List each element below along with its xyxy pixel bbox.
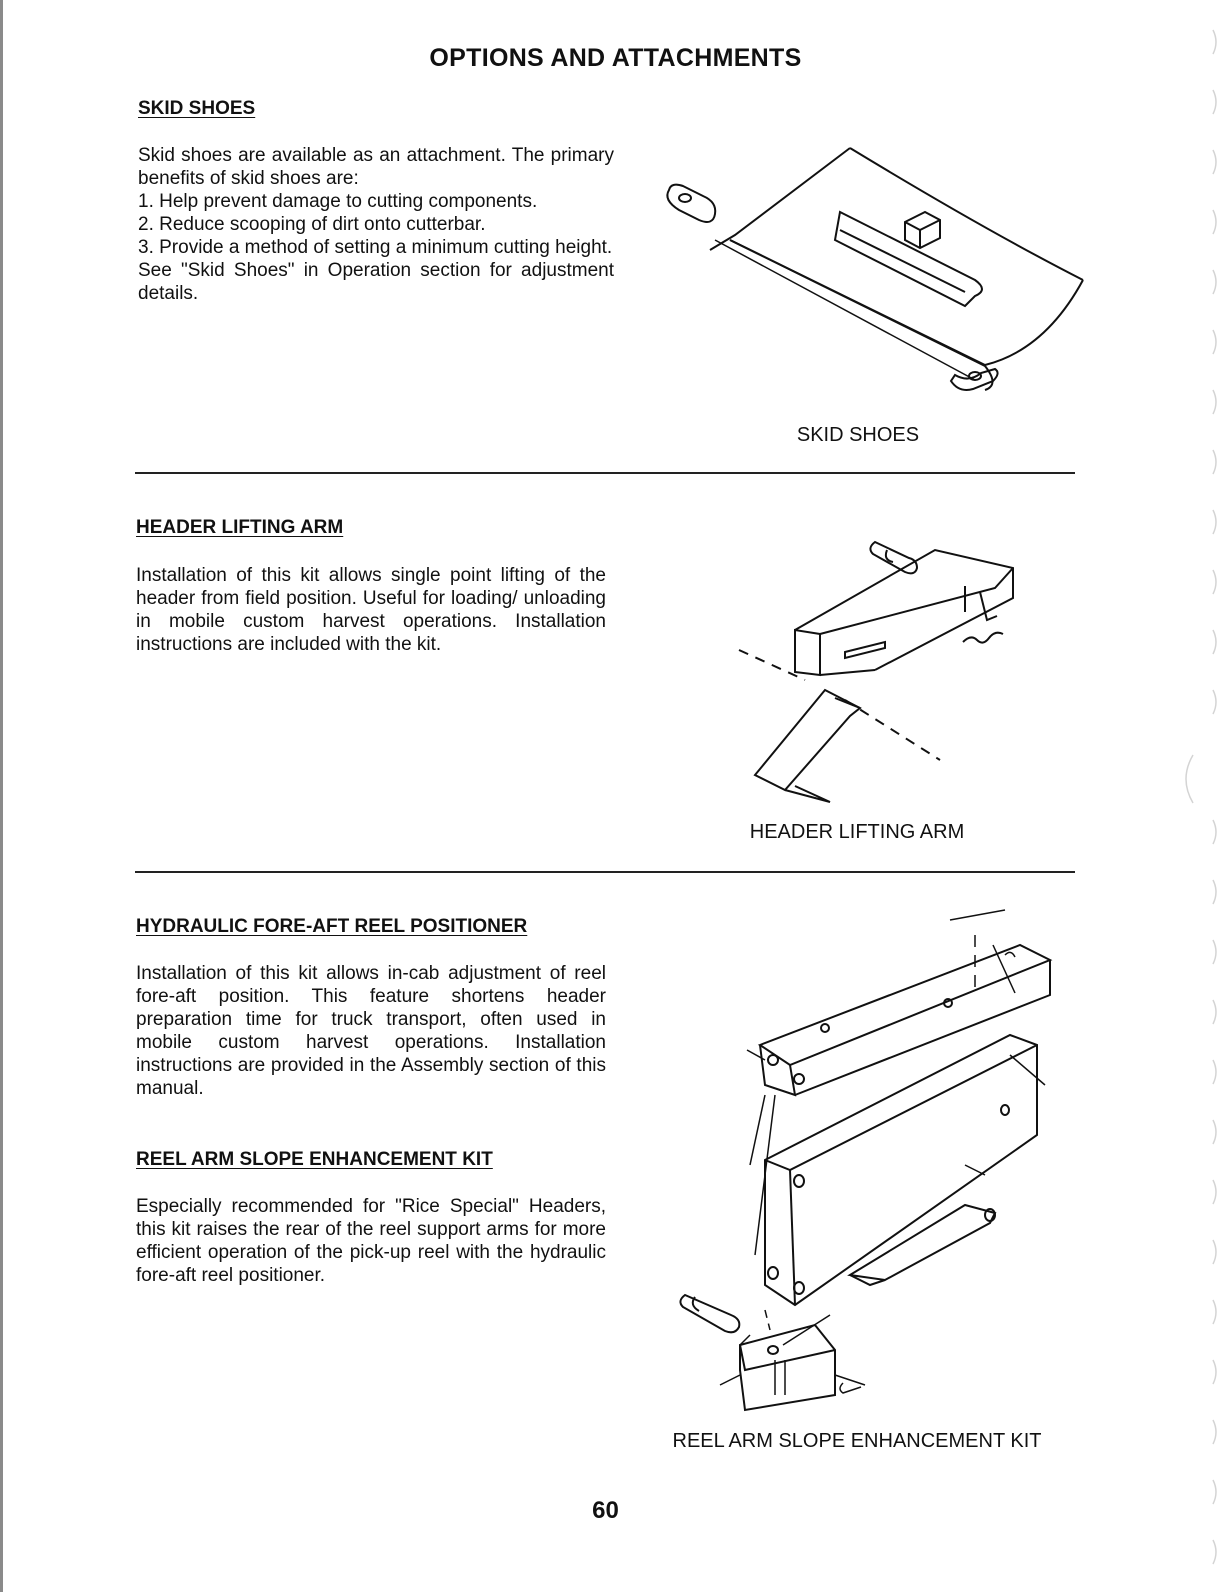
skid-shoes-illustration — [655, 140, 1095, 410]
binder-holes-decoration — [1183, 10, 1223, 1580]
header-lifting-arm-caption: HEADER LIFTING ARM — [749, 821, 965, 843]
skid-shoes-benefit-list — [138, 190, 614, 259]
skid-shoes-caption: SKID SHOES — [796, 424, 920, 446]
list-item: 1. Help prevent damage to cutting components. — [138, 191, 538, 212]
reel-positioner-text: Installation of this kit allows in-cab adjustment of reel fore-aft position. This feature shortens header preparation time for truck transport, often used in mobile custom harvest operations. Installation instructions are provided in the Assembly section of this manual. — [136, 963, 606, 1099]
reel-arm-kit-illustration — [665, 905, 1060, 1415]
list-item: 3. Provide a method of setting a minimum cutting height. — [138, 237, 613, 258]
skid-shoes-heading: SKID SHOES — [138, 98, 256, 119]
header-lifting-arm-heading: HEADER LIFTING ARM — [136, 517, 344, 538]
skid-shoes-intro: Skid shoes are available as an attachment. The primary benefits of skid shoes are: — [138, 145, 614, 189]
section-divider — [135, 871, 1075, 873]
reel-arm-kit-caption: REEL ARM SLOPE ENHANCEMENT KIT — [672, 1430, 1042, 1452]
reel-positioner-heading: HYDRAULIC FORE-AFT REEL POSITIONER — [136, 916, 528, 937]
reel-arm-kit-text: Especially recommended for "Rice Special" Headers, this kit raises the rear of the reel support arms for more efficient operation of the pick-up reel with the hydraulic fore-aft reel positioner. — [136, 1196, 606, 1286]
page-title: OPTIONS AND ATTACHMENTS — [429, 44, 802, 72]
section-divider — [135, 472, 1075, 474]
skid-shoes-note: See "Skid Shoes" in Operation section for adjustment details. — [138, 260, 614, 304]
page-number: 60 — [592, 1497, 619, 1524]
skid-shoes-text — [138, 144, 614, 305]
header-lifting-arm-text: Installation of this kit allows single point lifting of the header from field position. Useful for loading/ unloading in mobile custom harvest operations. Installation instructions are included with the kit. — [136, 565, 606, 655]
list-item: 2. Reduce scooping of dirt onto cutterbar. — [138, 214, 486, 235]
scan-edge — [0, 0, 3, 1592]
header-lifting-arm-illustration — [725, 530, 1045, 815]
reel-arm-kit-heading: REEL ARM SLOPE ENHANCEMENT KIT — [136, 1149, 493, 1170]
